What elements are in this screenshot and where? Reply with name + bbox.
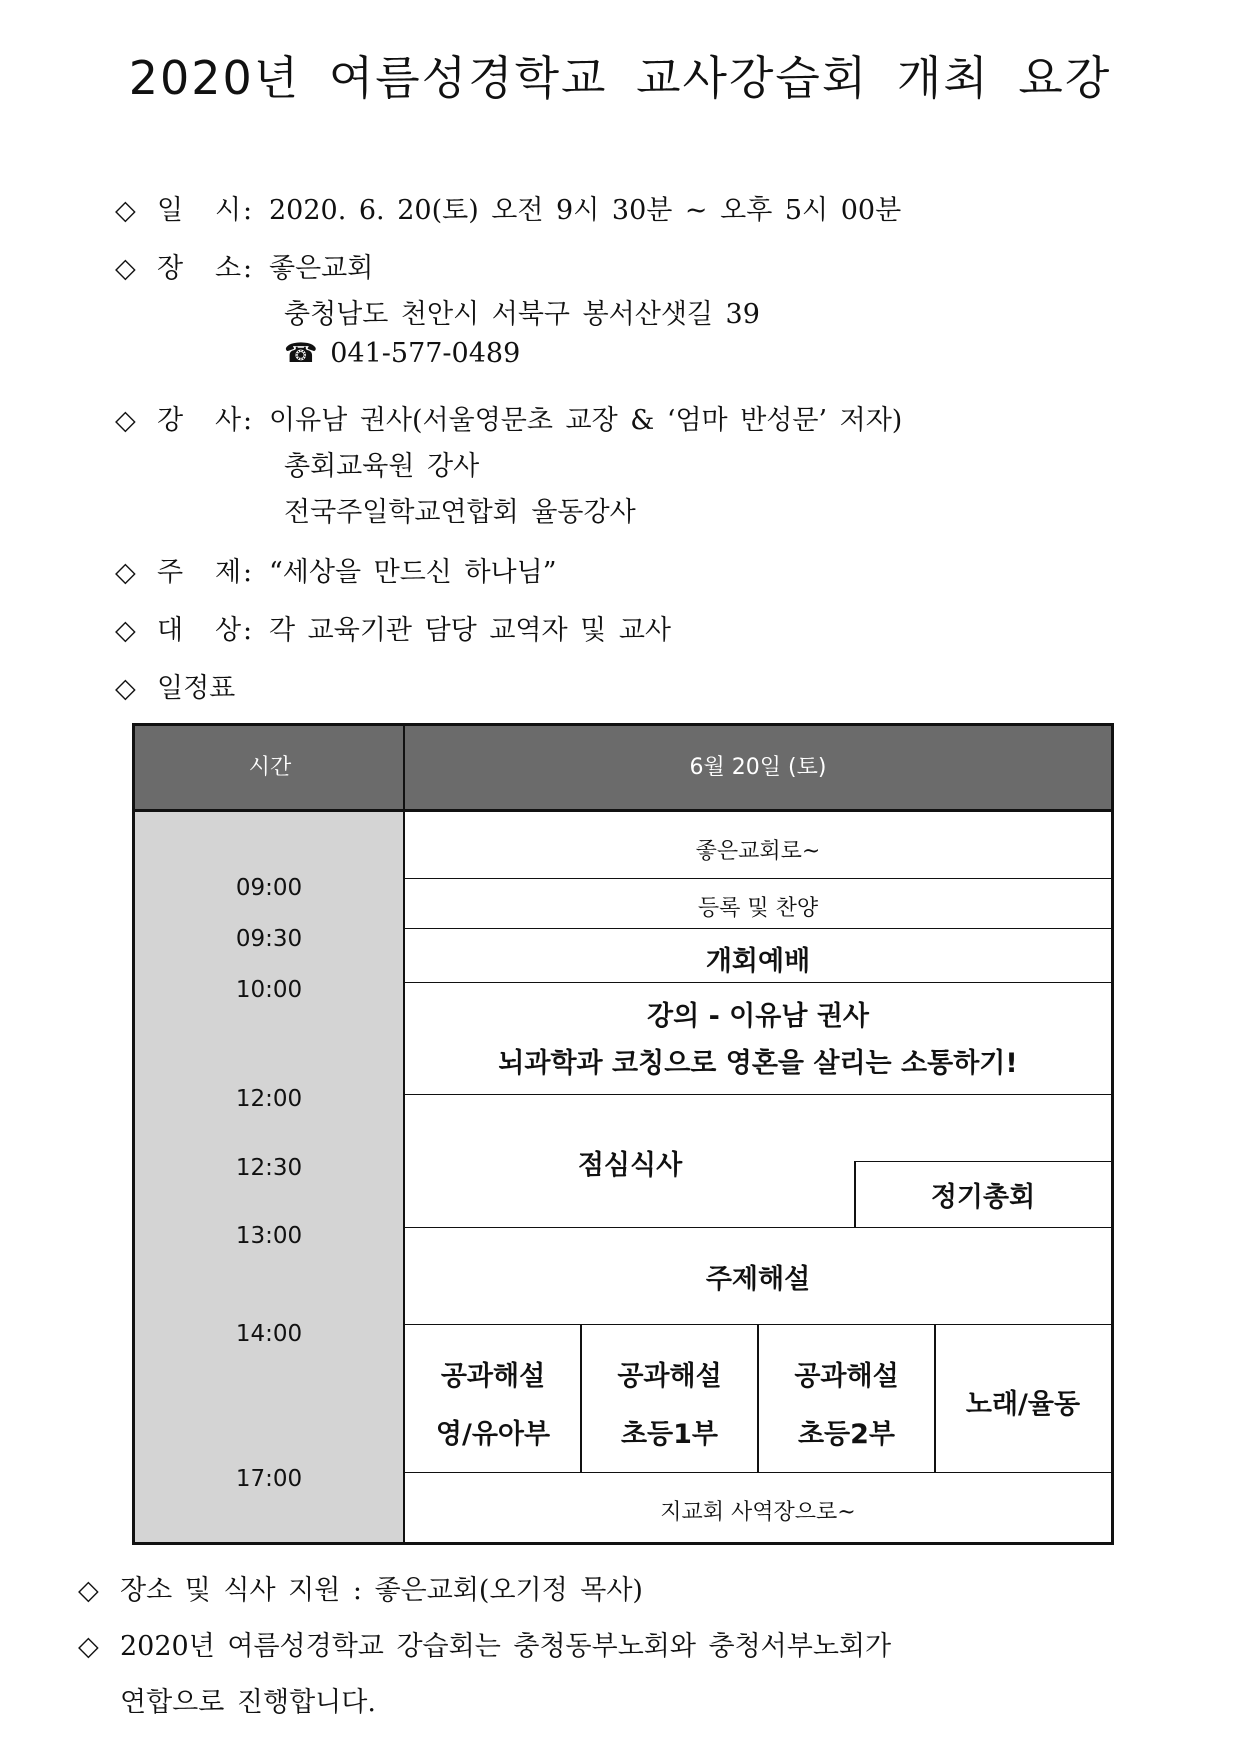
row-divider	[405, 1324, 1114, 1325]
cell-workshop-line2: 초등1부	[620, 1419, 719, 1450]
date-value: 2020. 6. 20(토) 오전 9시 30분 ~ 오후 5시 00분	[269, 195, 902, 226]
schedule-header	[135, 726, 1111, 812]
schedule-table	[132, 723, 1114, 1545]
diamond-icon: ◇	[115, 615, 136, 646]
time-label: 09:00	[235, 875, 303, 901]
support-text: 장소 및 식사 지원 : 좋은교회(오기정 목사)	[120, 1575, 643, 1606]
target-label-b: 상	[215, 615, 242, 646]
diamond-icon: ◇	[78, 1575, 99, 1606]
cell-lecture-sub: 뇌과학과 코칭으로 영혼을 살리는 소통하기!	[498, 1048, 1018, 1079]
place-label-a: 장	[157, 253, 184, 284]
date-label-b: 시	[215, 195, 242, 226]
diamond-icon: ◇	[115, 405, 136, 436]
info-target: ◇ 대 상: 각 교육기관 담당 교역자 및 교사	[115, 608, 671, 647]
info-schedule-label	[115, 666, 235, 705]
theme-label-b: 제	[215, 557, 242, 588]
diamond-icon: ◇	[115, 673, 136, 704]
footer-note	[78, 1624, 891, 1663]
footer-note-line2: 연합으로 진행합니다.	[120, 1687, 376, 1718]
place-label-b: 소	[215, 253, 242, 284]
cell-workshop-line2: 초등2부	[797, 1419, 896, 1450]
row-divider	[405, 928, 1114, 929]
diamond-icon: ◇	[78, 1631, 99, 1662]
schedule-label: 일정표	[157, 673, 236, 704]
cell-workshop-line2: 영/유아부	[435, 1419, 551, 1450]
header-time: 시간	[248, 755, 292, 780]
date-label-a: 일	[157, 195, 184, 226]
cell-opening: 개회예배	[705, 946, 811, 977]
time-label: 12:00	[235, 1086, 303, 1112]
speaker-label-a: 강	[157, 405, 184, 436]
info-place: ◇ 장 소: 좋은교회	[115, 246, 373, 285]
header-day: 6월 20일 (토)	[689, 755, 827, 780]
cell-lunch: 점심식사	[577, 1150, 683, 1181]
target-label-a: 대	[157, 615, 184, 646]
footer-support	[78, 1568, 643, 1607]
speaker-line3: 전국주일학교연합회 율동강사	[284, 497, 636, 528]
row-divider	[405, 1227, 1114, 1228]
speaker-line2: 총회교육원 강사	[284, 451, 480, 482]
cell-workshop-line1: 노래/율동	[965, 1389, 1081, 1420]
cell-assembly: 정기총회	[930, 1182, 1036, 1213]
page-title: 2020년 여름성경학교 교사강습회 개최 요강	[128, 51, 1112, 105]
cell-workshop-line1: 공과해설	[794, 1361, 899, 1392]
theme-label-a: 주	[157, 557, 184, 588]
note-line1: 2020년 여름성경학교 강습회는 충청동부노회와 충청서부노회가	[120, 1631, 892, 1662]
speaker-label-b: 사	[215, 405, 242, 436]
time-label: 13:00	[235, 1223, 303, 1249]
info-speaker: ◇ 강 사: 이유남 권사(서울영문초 교장 & ‘엄마 반성문’ 저자)	[115, 398, 902, 437]
cell-depart: 지교회 사역장으로~	[660, 1500, 856, 1525]
time-label: 12:30	[235, 1155, 303, 1181]
info-theme: ◇ 주 제: “세상을 만드신 하나님”	[115, 550, 557, 589]
time-label: 09:30	[235, 926, 303, 952]
speaker-value: 이유남 권사(서울영문초 교장 & ‘엄마 반성문’ 저자)	[269, 405, 903, 436]
cell-arrive: 좋은교회로~	[695, 839, 821, 864]
diamond-icon: ◇	[115, 253, 136, 284]
diamond-icon: ◇	[115, 557, 136, 588]
telephone-icon: ☎	[284, 338, 318, 369]
row-divider	[405, 878, 1114, 879]
phone-number: 041-577-0489	[330, 338, 521, 369]
place-phone	[284, 338, 520, 369]
row-divider	[855, 1161, 1114, 1162]
cell-workshop-line1: 공과해설	[440, 1361, 546, 1392]
place-value: 좋은교회	[269, 253, 374, 284]
cell-theme-talk: 주제해설	[705, 1264, 811, 1295]
time-label: 14:00	[235, 1321, 303, 1347]
time-label: 17:00	[235, 1466, 303, 1492]
target-value: 각 교육기관 담당 교역자 및 교사	[269, 615, 671, 646]
cell-lecture-title: 강의 - 이유남 권사	[647, 1001, 869, 1032]
row-divider	[405, 1094, 1114, 1095]
row-divider	[405, 1472, 1114, 1473]
time-column	[135, 812, 405, 1542]
diamond-icon: ◇	[115, 195, 136, 226]
row-divider	[405, 982, 1114, 983]
place-address: 충청남도 천안시 서북구 봉서산샛길 39	[284, 299, 760, 330]
cell-workshop-line1: 공과해설	[617, 1361, 722, 1392]
theme-value: “세상을 만드신 하나님”	[269, 557, 557, 588]
cell-register: 등록 및 찬양	[697, 896, 819, 921]
time-label: 10:00	[235, 977, 303, 1003]
info-date: ◇ 일 시: 2020. 6. 20(토) 오전 9시 30분 ~ 오후 5시 00분	[115, 188, 901, 227]
